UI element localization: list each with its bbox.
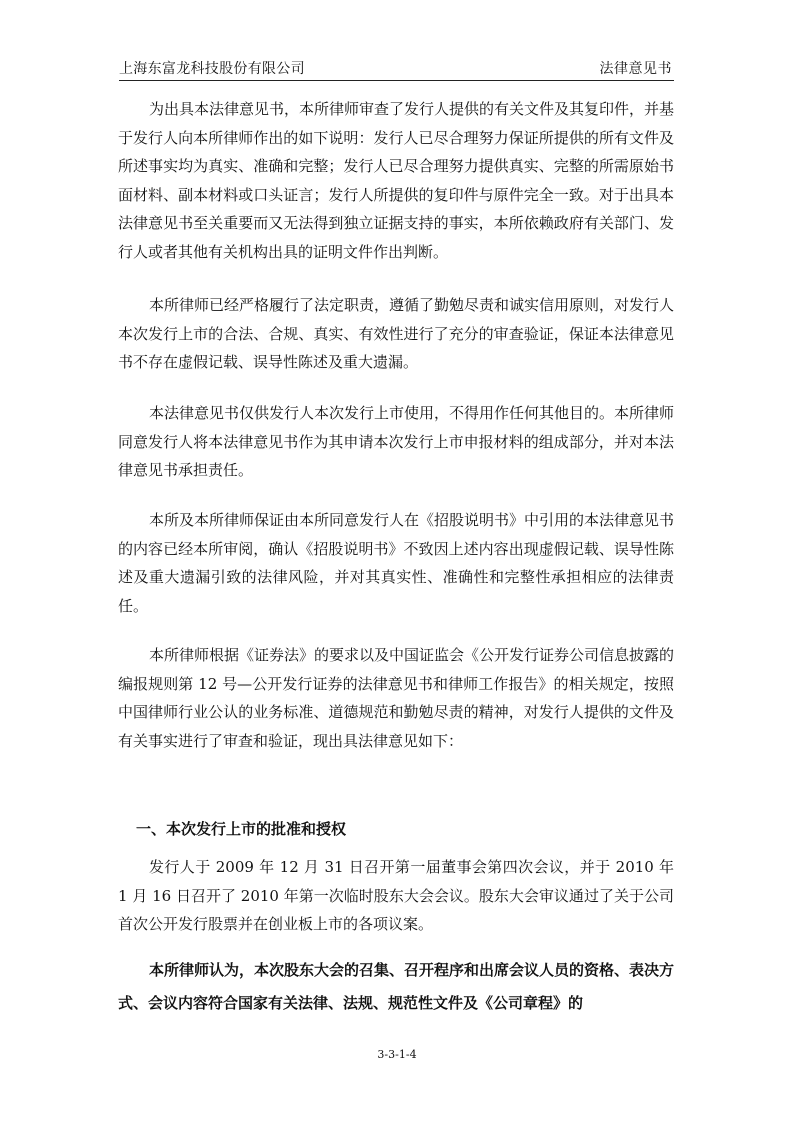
page-header [119, 52, 674, 81]
document-title: 法律意见书 [599, 61, 672, 77]
paragraph-2: 本所律师已经严格履行了法定职责，遵循了勤勉尽责和诚实信用原则，对发行人本次发行上市的合法、合规、真实、有效性进行了充分的审查验证，保证本法律意见书不存在虚假记载、误导性陈述及重大遗漏。 [118, 296, 675, 371]
page-number: 3-3-1-4 [377, 1048, 417, 1061]
paragraph-4: 本所及本所律师保证由本所同意发行人在《招股说明书》中引用的本法律意见书的内容已经本所审阅，确认《招股说明书》不致因上述内容出现虚假记载、误导性陈述及重大遗漏引致的法律风险，并对其真实性、准确性和完整性承担相应的法律责任。 [118, 511, 675, 615]
section-body: 发行人于 2009 年 12 月 31 日召开第一届董事会第四次会议，并于 2010 年 1 月 16 日召开了 2010 年第一次临时股东大会会议。股东大会审议通过了关于公司首次公开发行股票并在创业板上市的各项议案。 [118, 858, 674, 933]
company-name: 上海东富龙科技股份有限公司 [119, 61, 305, 77]
paragraph-3: 本法律意见书仅供发行人本次发行上市使用，不得用作任何其他目的。本所律师同意发行人将本法律意见书作为其申请本次发行上市申报材料的组成部分，并对本法律意见书承担责任。 [118, 404, 675, 479]
section-heading: 一、本次发行上市的批准和授权 [136, 820, 347, 838]
section-conclusion: 本所律师认为，本次股东大会的召集、召开程序和出席会议人员的资格、表决方式、会议内容符合国家有关法律、法规、规范性文件及《公司章程》的 [118, 961, 675, 1012]
paragraph-1: 为出具本法律意见书，本所律师审查了发行人提供的有关文件及其复印件，并基于发行人向本所律师作出的如下说明：发行人已尽合理努力保证所提供的所有文件及所述事实均为真实、准确和完整；发行人已尽合理努力提供真实、完整的所需原始书面材料、副本材料或口头证言；发行人所提供的复印件与原件完全一致。对于出具本法律意见书至关重要而又无法得到独立证据支持的事实，本所依赖政府有关部门、发行人或者其他有关机构出具的证明文件作出判断。 [118, 100, 675, 261]
paragraph-5: 本所律师根据《证券法》的要求以及中国证监会《公开发行证券公司信息披露的编报规则第 12 号—公开发行证券的法律意见书和律师工作报告》的相关规定，按照中国律师行业公认的业务标准、道德规范和勤勉尽责的精神，对发行人提供的文件及有关事实进行了审查和验证，现出具法律意见如下： [118, 646, 675, 750]
